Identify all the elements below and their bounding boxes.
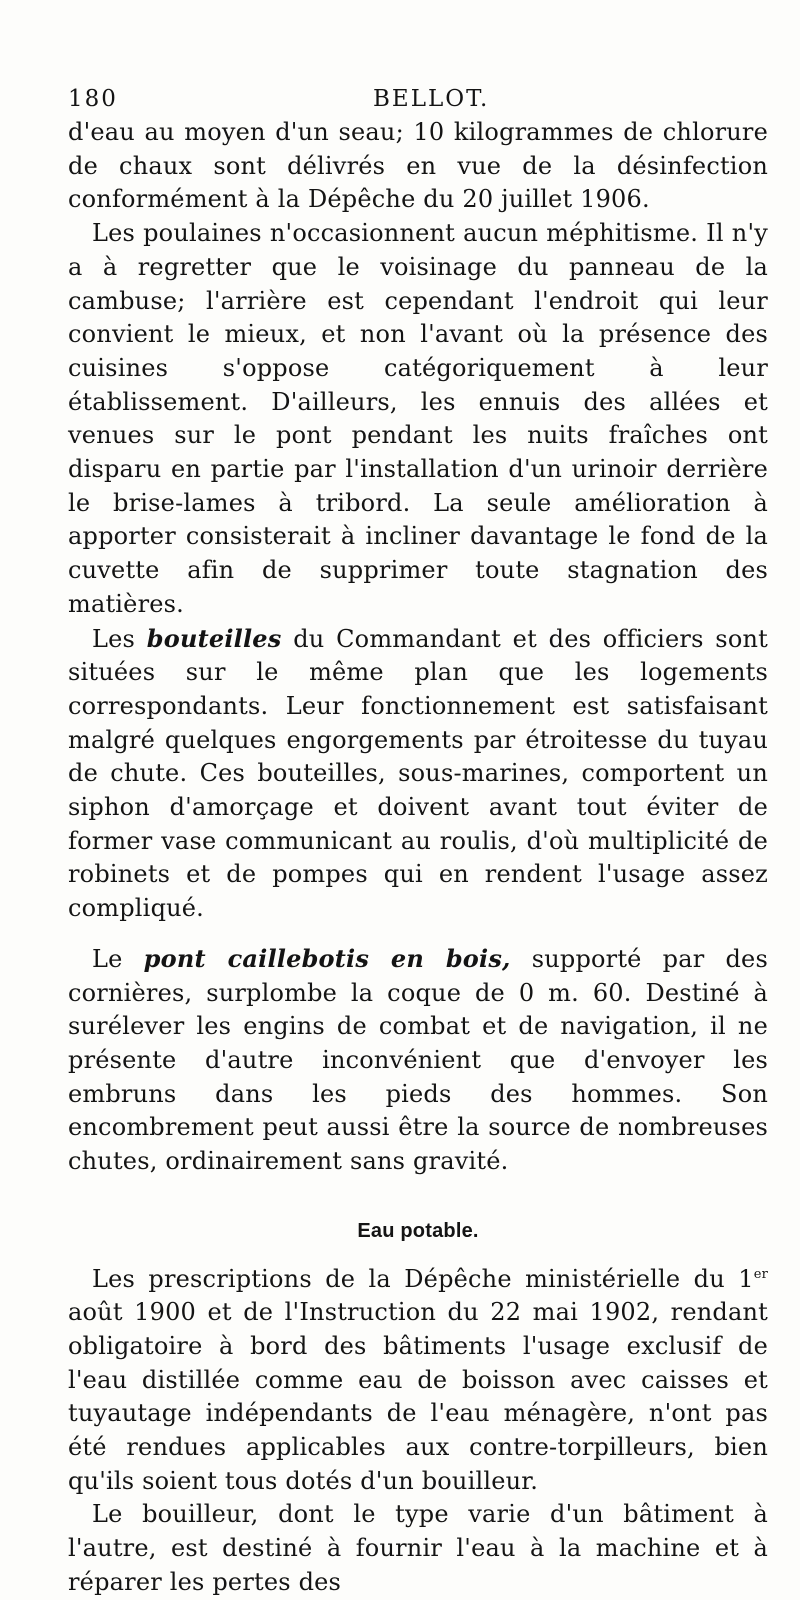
page-header [68,86,770,116]
paragraph-pont-start: Le [92,944,123,973]
paragraph-poulaines: Les poulaines n'occasionnent aucun méphitisme. Il n'y a à regretter que le voisinage du panneau de la cambuse; l'arrière est cependant l'endroit qui leur convient le mieux, et non l'avant où la présence des cuisines s'oppose catégoriquement à leur établissement. D'ailleurs, les ennuis des allées et venues sur le pont pendant les nuits fraîches ont disparu en partie par l'installation d'un urinoir derrière le brise-lames à tribord. La seule amélioration à apporter consisterait à incliner davantage le fond de la cuvette afin de supprimer toute stagnation des matières. [68,219,768,618]
paragraph-bouteilles [68,622,768,926]
paragraph-bouteilles-start: Les [92,624,136,653]
emphasis-bouteilles: bouteilles [146,623,282,653]
paragraph-bouilleur: Le bouilleur, dont le type varie d'un bâtiment à l'autre, est destiné à fournir l'eau à la machine et à réparer les pertes des [68,1500,768,1596]
section-title: Eau potable. [357,1219,479,1242]
paragraph-bouteilles-rest: du Commandant et des officiers sont situées sur le même plan que les logements correspondants. Leur fonctionnement est satisfaisant malgré quelques engorgements par étroitesse du tuyau de chute. Ces bouteilles, sous-marines, comportent un siphon d'amorçage et doivent avant tout éviter de former vase communicant au roulis, d'où multiplicité de robinets et de pompes qui en rendent l'usage assez compliqué. [68,624,768,923]
paragraph-prescriptions [68,1263,768,1499]
paragraph-pont-rest: supporté par des cornières, surplombe la coque de 0 m. 60. Destiné à surélever les engins de combat et de navigation, il ne présente d'autre inconvénient que d'envoyer les embruns dans les pieds des hommes. Son encombrement peut aussi être la source de nombreuses chutes, ordinairement sans gravité. [68,944,768,1176]
paragraph-pont [68,942,768,1179]
paragraph-prescriptions-start: Les prescriptions de la Dépêche ministérielle du 1 [92,1264,754,1293]
page-body [68,116,768,1600]
page-number: 180 [68,86,118,112]
emphasis-pont: pont caillebotis en bois, [143,943,511,973]
paragraph-prescriptions-rest: août 1900 et de l'Instruction du 22 mai 1902, rendant obligatoire à bord des bâtiments l'usage exclusif de l'eau distillée comme eau de boisson avec caisses et tuyautage indépendants de l'eau ménagère, n'ont pas été rendues applicables aux contre-torpilleurs, bien qu'ils soient tous dotés d'un bouilleur. [68,1298,768,1495]
running-head: BELLOT. [373,86,490,112]
superscript-er: er [753,1266,768,1282]
paragraph-1: d'eau au moyen d'un seau; 10 kilogrammes de chlorure de chaux sont délivrés en vue de la désinfection conformément à la Dépêche du 20 juillet 1906. [68,118,768,214]
